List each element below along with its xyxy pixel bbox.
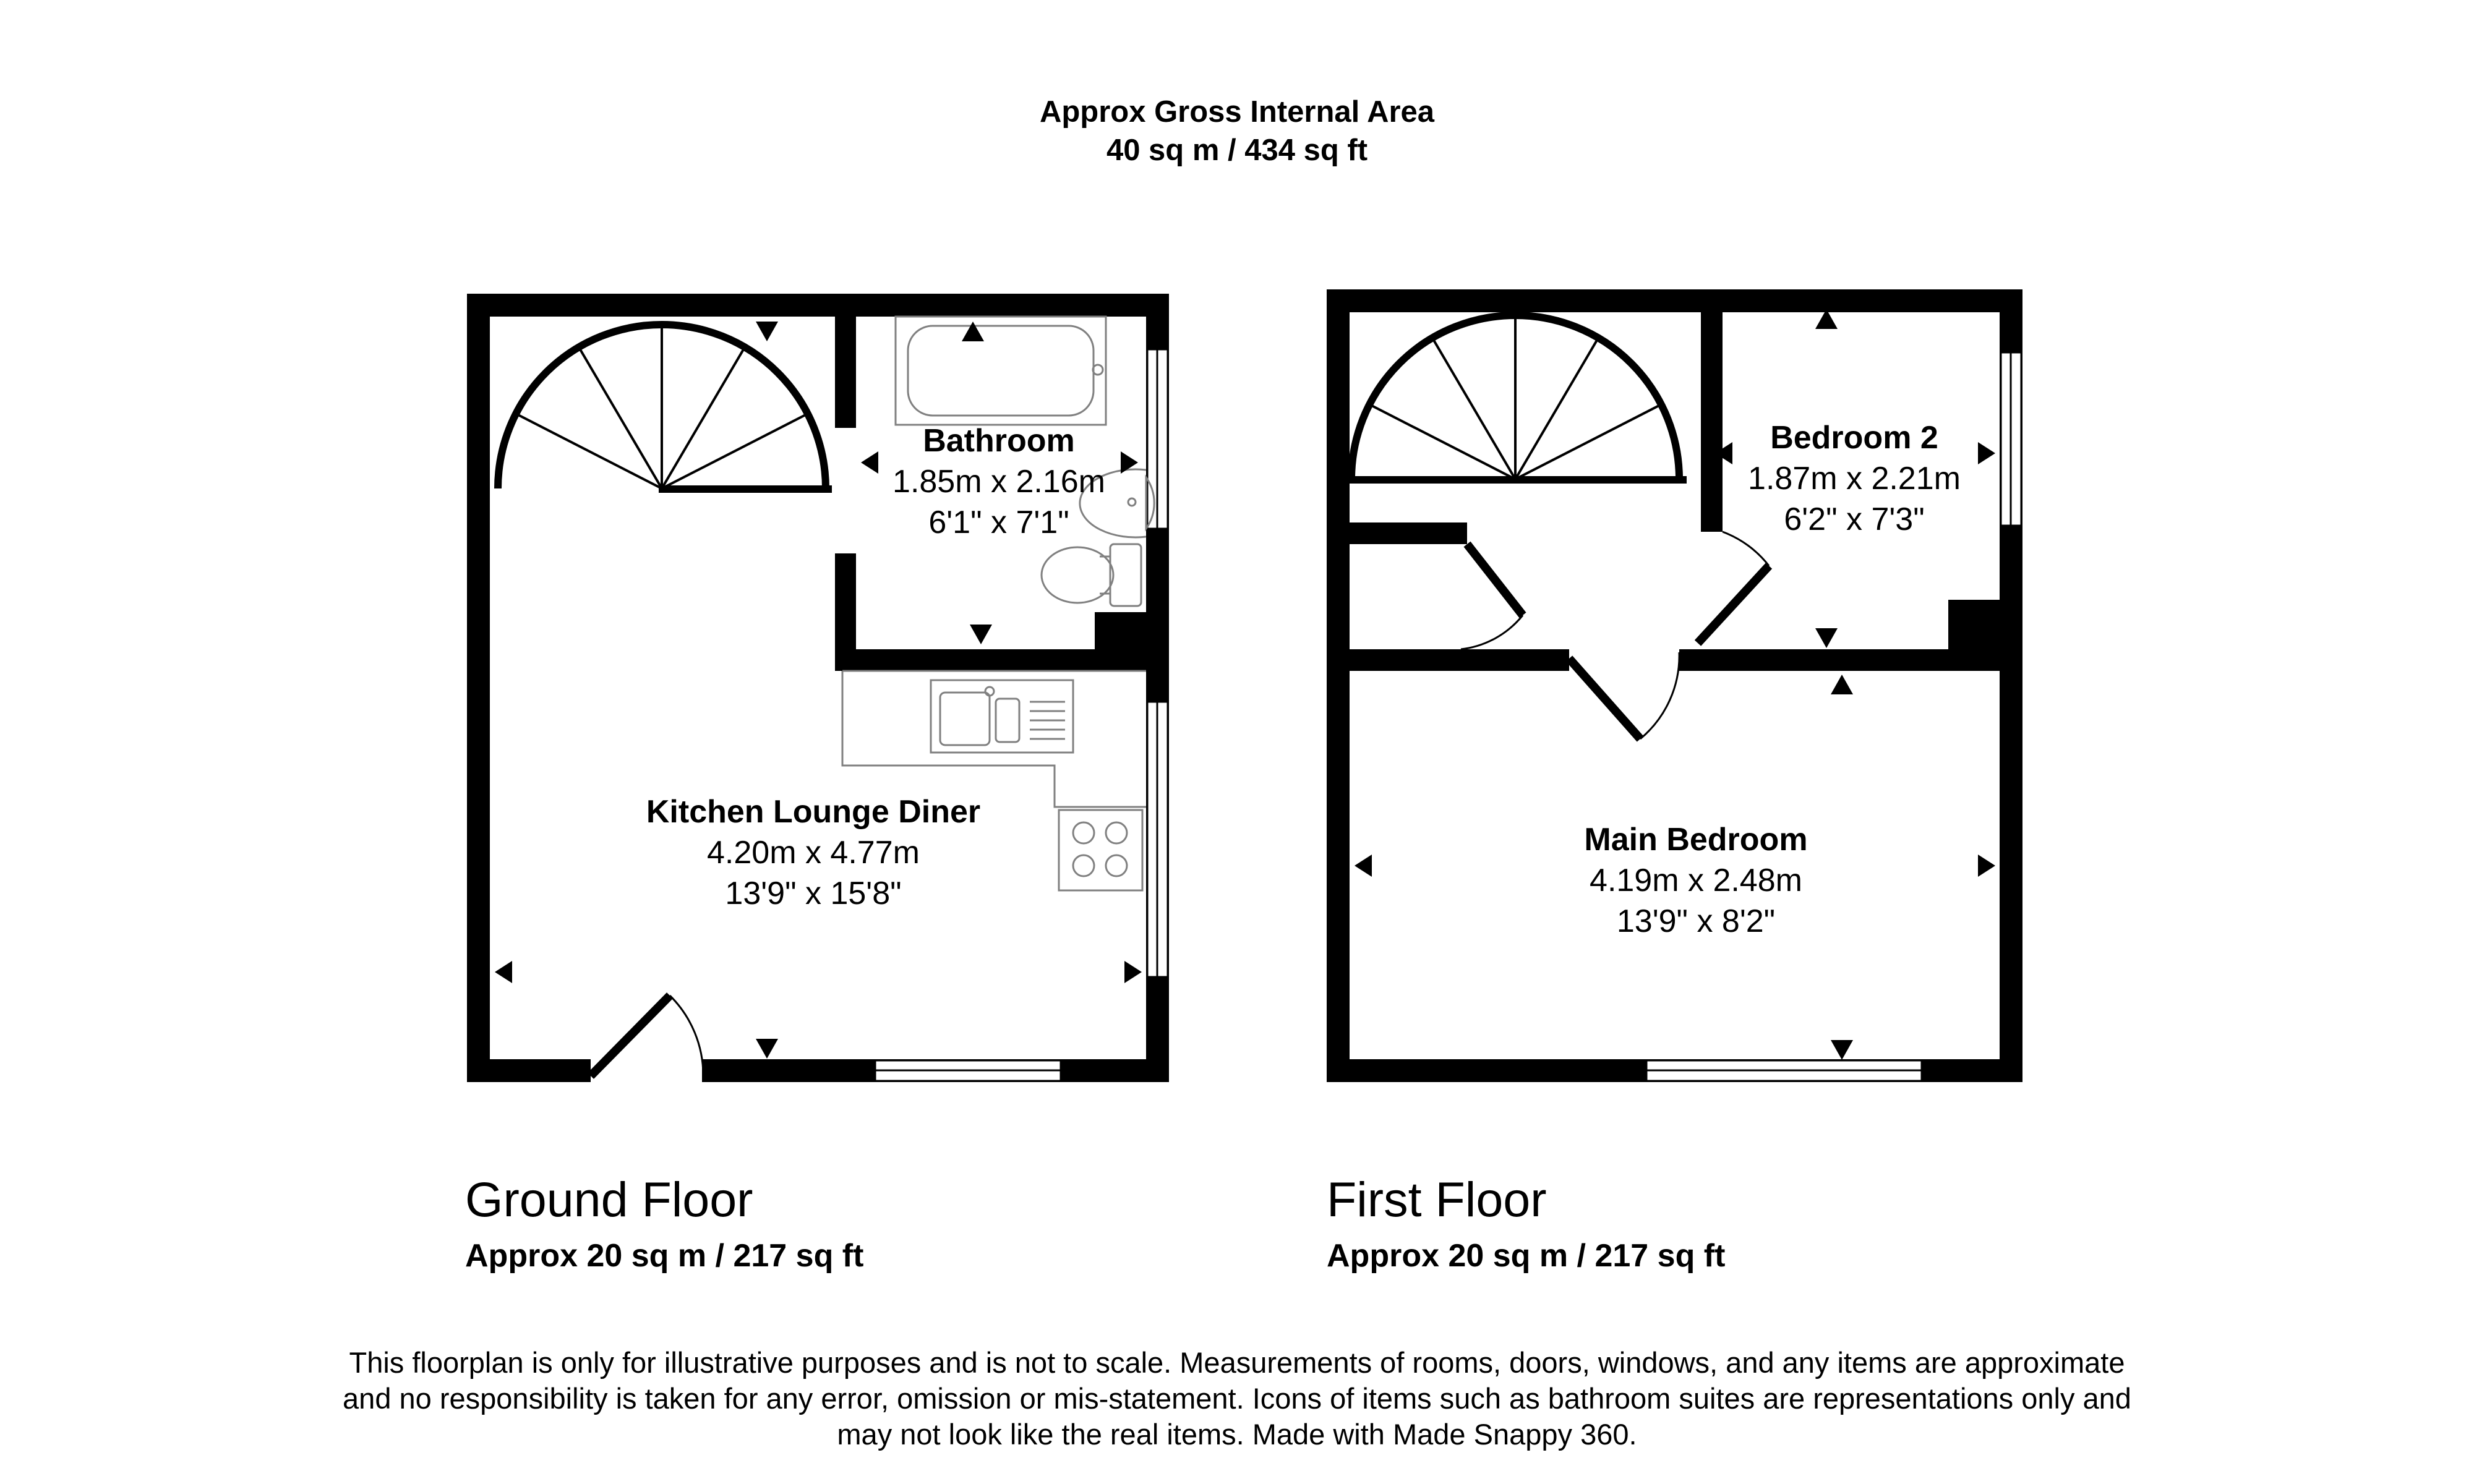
main-bedroom-metric: 4.19m x 2.48m [1590,863,1802,898]
bathroom-name: Bathroom [923,423,1075,459]
ground-floor-entrance-door [591,996,703,1076]
bedroom2-metric: 1.87m x 2.21m [1748,461,1961,497]
ground-floor-plan [467,294,1169,1082]
room-label-bathroom [892,420,1105,543]
disclaimer-line-2: and no responsibility is taken for any error, omission or mis-statement. Icons of items such as bathroom suites are representations only and [343,1382,2131,1415]
disclaimer-line-1: This floorplan is only for illustrative purposes and is not to scale. Measurements of rooms, doors, windows, and any items are approximate [349,1346,2125,1379]
kitchen-imperial: 13'9" x 15'8" [725,876,902,911]
kitchen-sink [931,680,1073,753]
header-total-area: 40 sq m / 434 sq ft [1106,134,1368,167]
kitchen-hob [1059,810,1142,890]
disclaimer [0,1345,2474,1452]
bathroom-metric: 1.85m x 2.16m [892,464,1105,500]
kitchen-metric: 4.20m x 4.77m [707,835,920,871]
bathroom-imperial: 6'1" x 7'1" [928,505,1069,540]
bathtub [896,317,1106,425]
ground-floor-area: Approx 20 sq m / 217 sq ft [465,1238,864,1274]
ground-floor-title: Ground Floor [465,1172,753,1227]
room-label-bedroom-2 [1748,417,1961,540]
disclaimer-line-3: may not look like the real items. Made with Made Snappy 360. [837,1418,1637,1451]
first-floor-area: Approx 20 sq m / 217 sq ft [1327,1238,1726,1274]
first-floor-stairs [1351,315,1679,479]
header-title: Approx Gross Internal Area [1039,95,1435,129]
first-floor-title: First Floor [1327,1172,1547,1227]
first-floor-doors [1461,532,1769,739]
main-bedroom-imperial: 13'9" x 8'2" [1616,903,1776,939]
ground-floor-outer-walls [467,294,1169,1082]
bedroom2-imperial: 6'2" x 7'3" [1784,501,1925,537]
first-floor-plan [1327,289,2022,1082]
toilet [1042,544,1141,606]
room-label-main-bedroom [1584,819,1807,942]
room-label-kitchen-lounge-diner [646,791,980,914]
main-bedroom-name: Main Bedroom [1584,822,1808,858]
bedroom2-name: Bedroom 2 [1770,420,1938,456]
kitchen-name: Kitchen Lounge Diner [646,794,981,830]
ground-floor-stairs [498,325,826,488]
